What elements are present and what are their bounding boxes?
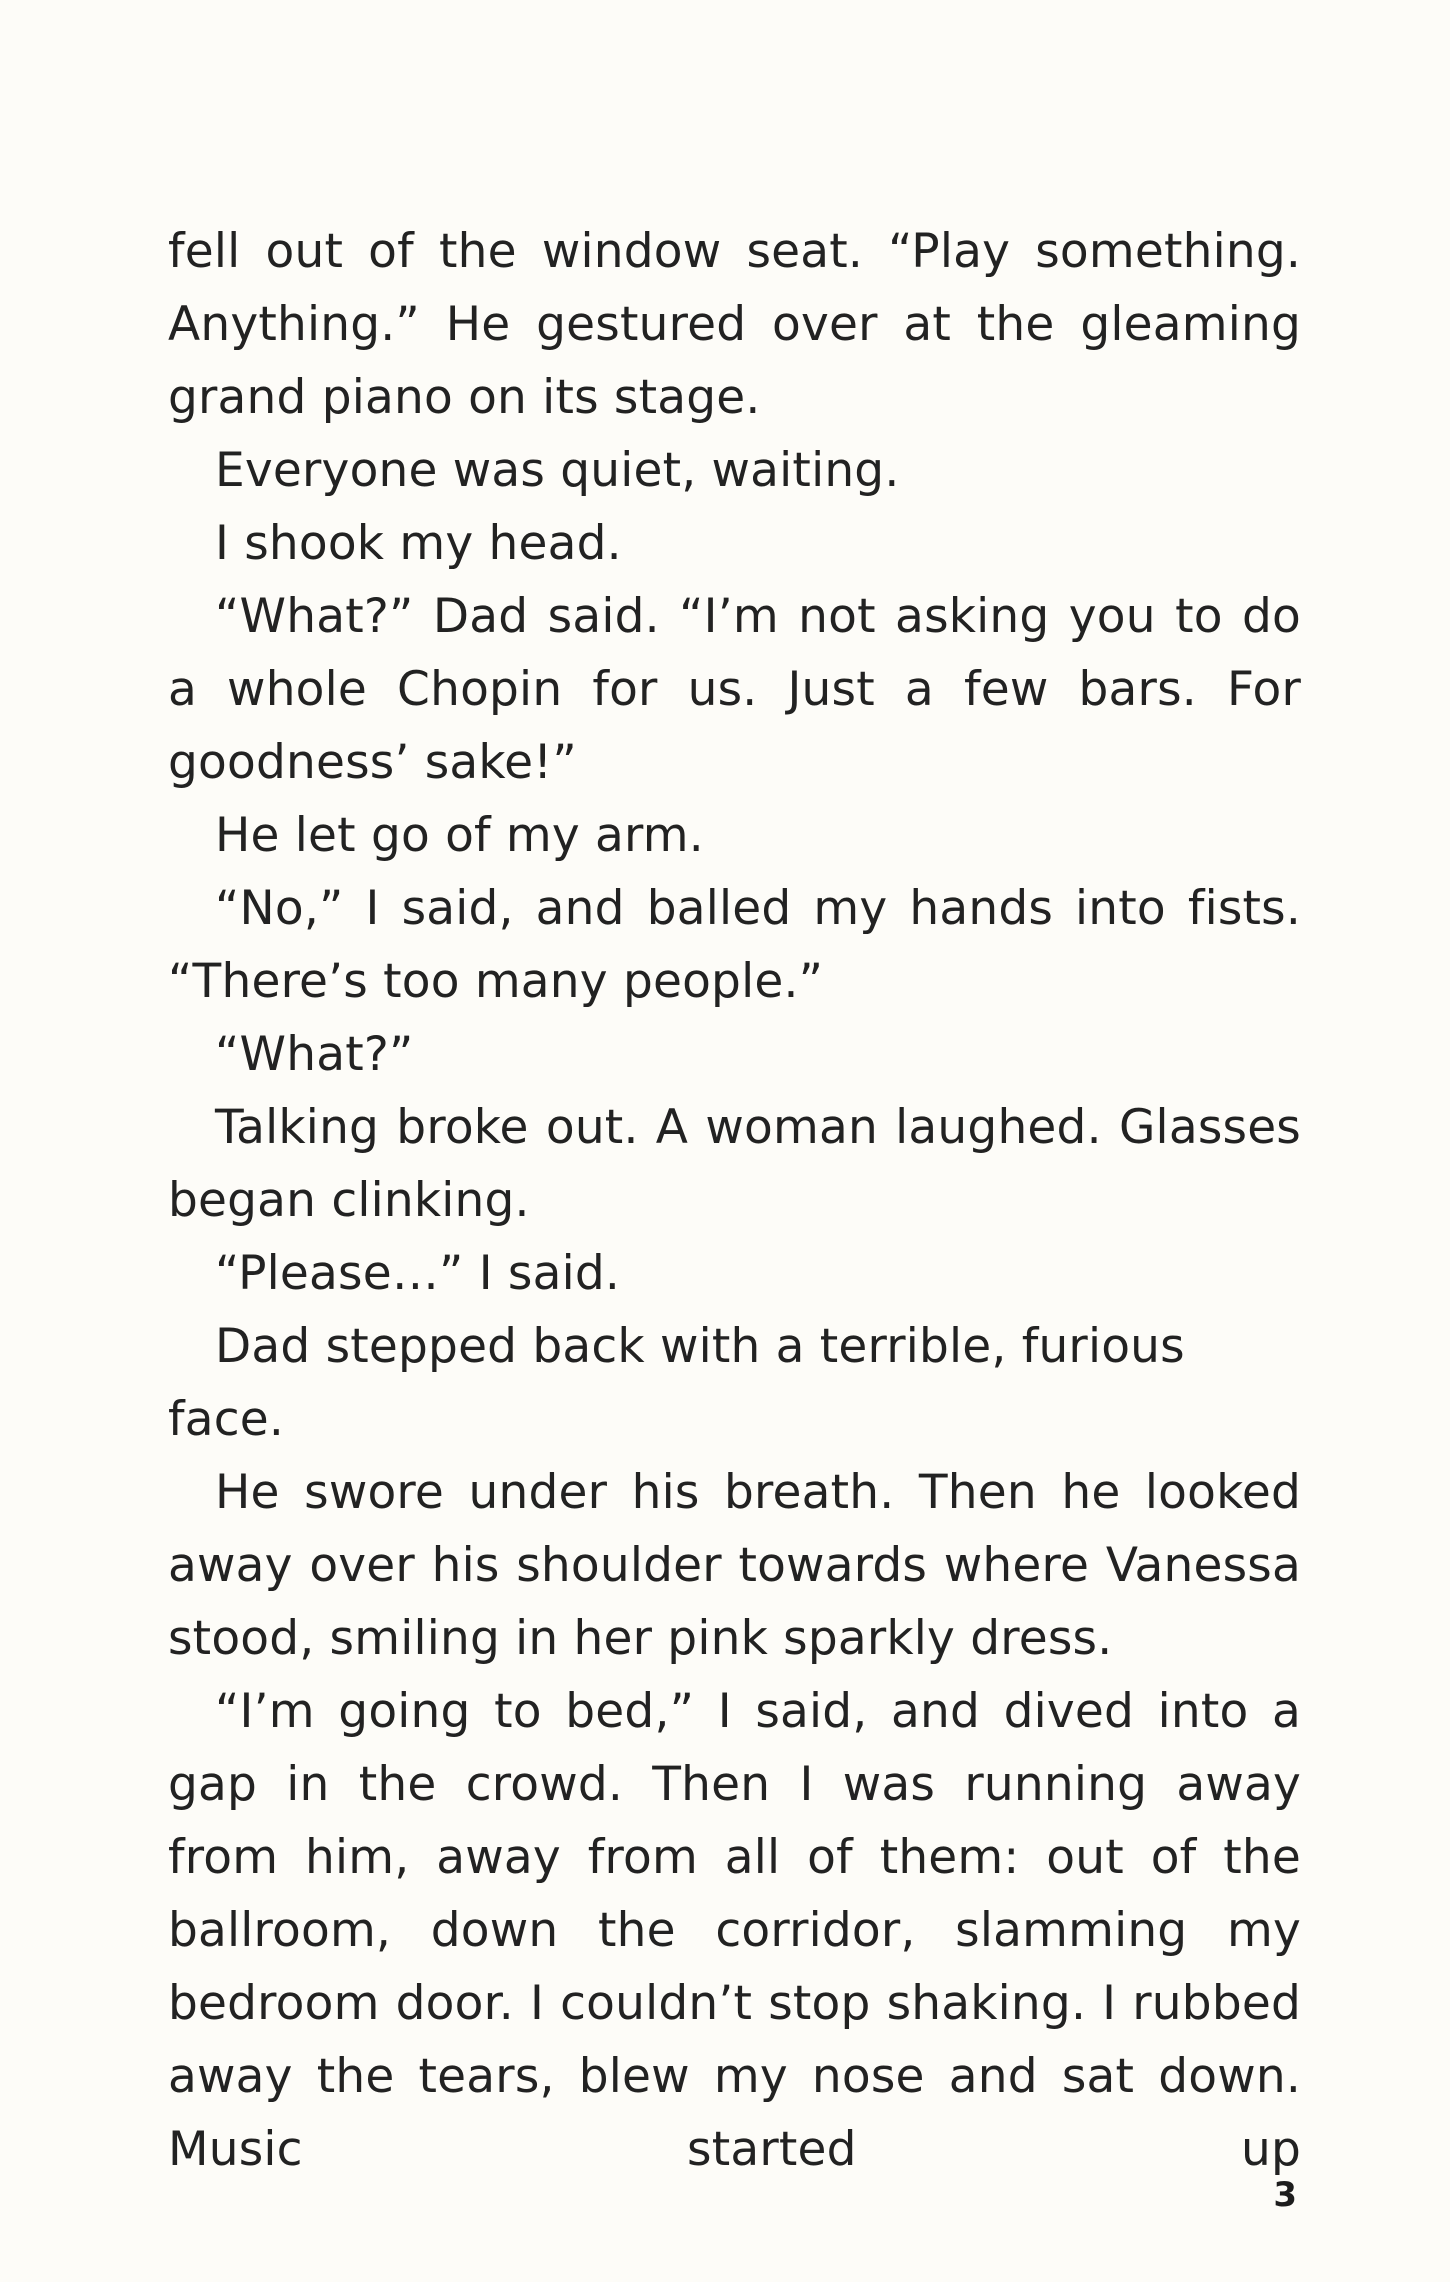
paragraph: Talking broke out. A woman laughed. Glasses began clinking. bbox=[168, 1100, 1301, 1228]
paragraph: Dad stepped back with a terrible, furious face. bbox=[168, 1319, 1185, 1447]
paragraph: “What?” bbox=[215, 1027, 414, 1082]
paragraph: I shook my head. bbox=[215, 516, 622, 571]
page-number: 3 bbox=[1273, 2175, 1297, 2215]
paragraph: Everyone was quiet, waiting. bbox=[215, 443, 900, 498]
paragraph: He let go of my arm. bbox=[215, 808, 704, 863]
paragraph: He swore under his breath. Then he looked away over his shoulder towards where Vanessa stood, smiling in her pink sparkly dress. bbox=[168, 1465, 1301, 1666]
paragraph: “I’m going to bed,” I said, and dived into a gap in the crowd. Then I was running away from him, away from all of them: out of the ballroom, down the corridor, slamming my bedroom door. I couldn’t stop shaking. I rubbed away the tears, blew my nose and sat down. Music started up bbox=[168, 1684, 1301, 2177]
paragraph: “Please…” I said. bbox=[215, 1246, 621, 1301]
paragraph: “No,” I said, and balled my hands into fists. “There’s too many people.” bbox=[168, 881, 1301, 1009]
paragraph: fell out of the window seat. “Play something. Anything.” He gestured over at the gleaming grand piano on its stage. bbox=[168, 224, 1301, 425]
body-text bbox=[168, 215, 1301, 2186]
paragraph: “What?” Dad said. “I’m not asking you to do a whole Chopin for us. Just a few bars. For goodness’ sake!” bbox=[168, 589, 1301, 790]
